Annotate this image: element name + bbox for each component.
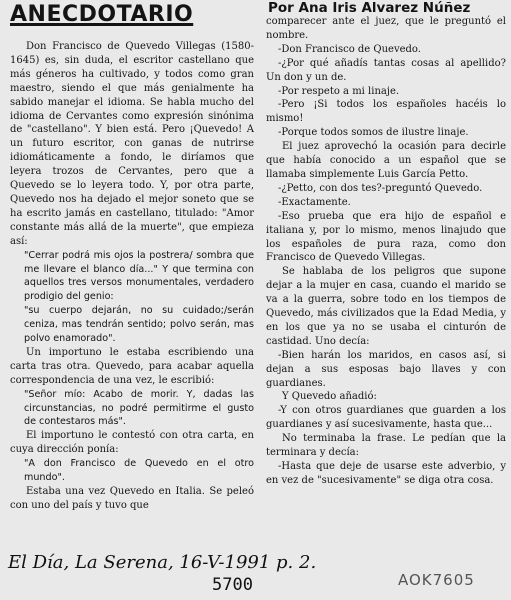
dialogue-line: -Exactamente.: [278, 196, 351, 208]
dialogue-line: -Pero ¡Si todos los españoles hacéis lo mismo!: [266, 99, 506, 125]
article-paragraph: Don Francisco de Quevedo Villegas (1580-1645) es, sin duda, el escritor castellano que más géneros ha cultivado, y todos como gran maestro, siendo el que más genialmente ha sabido manejar el idioma. Se habla mucho del idioma de Cervantes como expresión sinónima de "castellano". Y bien está. Pero ¡Quevedo! A un futuro escritor, con ganas de nutrirse idiomáticamente a fondo, le diríamos que leyera trozos de Cervantes, pero que a Quevedo se lo leyera todo. Y, por otra parte, Quevedo nos ha dejado el mejor soneto que se ha escrito jamás en castellano, titulado: "Amor constante más allá de la muerte", que empieza así:: [10, 41, 254, 247]
right-column: [266, 15, 506, 488]
dialogue-line: -Por respeto a mi linaje.: [278, 85, 400, 97]
dialogue-line: -Porque todos somos de ilustre linaje.: [278, 127, 469, 139]
article-paragraph: El importuno le contestó con otra carta, en cuya dirección ponía:: [10, 430, 254, 456]
dialogue-line: -Eso prueba que era hijo de español e italiana y, por lo mismo, menos linajudo que los españoles de pura raza, como don Francisco de Quevedo Villegas.: [266, 210, 506, 264]
article-paragraph: comparecer ante el juez, que le preguntó el nombre.: [266, 16, 506, 41]
handwritten-number: 5700: [212, 575, 253, 595]
article-paragraph: No terminaba la frase. Le pedían que la terminara y decía:: [266, 433, 506, 459]
article-paragraph: Y Quevedo añadió:: [282, 391, 377, 403]
dialogue-line: -¿Por qué añadís tantas cosas al apellido? Un don y un de.: [266, 57, 506, 83]
article-paragraph: Un importuno le estaba escribiendo una carta tras otra. Quevedo, para acabar aquella correspondencia de una vez, le escribió:: [10, 346, 254, 386]
quoted-letter: "Señor mío: Acabo de morir. Y, dadas las circunstancias, no podré permitirme el gusto de contestaros más".: [24, 388, 254, 428]
dialogue-line: -Don Francisco de Quevedo.: [278, 43, 421, 55]
column-title: ANECDOTARIO: [10, 2, 194, 27]
quoted-address: "A don Francisco de Quevedo en el otro mundo".: [24, 458, 254, 484]
dialogue-line: -Hasta que deje de usarse este adverbio, y en vez de "sucesivamente" se diga otra cosa.: [266, 461, 506, 486]
handwritten-citation: El Día, La Serena, 16-V-1991 p. 2.: [8, 552, 317, 573]
article-paragraph: El juez aprovechó la ocasión para decirle que había conocido a un español que se llamaba simplemente Luis García Petto.: [266, 141, 506, 180]
quoted-verse: "Cerrar podrá mis ojos la postrera/ sombra que me llevare el blanco día..." Y que termina con aquellos tres versos monumentales, verdadero prodigio del genio:: [24, 249, 254, 303]
archive-code: AOK7605: [398, 571, 475, 589]
article-paragraph: Estaba una vez Quevedo en Italia. Se peleó con uno del país y tuvo que: [10, 486, 254, 511]
quoted-verse: "su cuerpo dejarán, no su cuidado;/serán ceniza, mas tendrán sentido; polvo serán, mas polvo enamorado".: [24, 305, 254, 345]
dialogue-line: -Bien harán los maridos, en casos así, si dejan a sus esposas bajo llaves y con guardianes.: [266, 349, 506, 389]
dialogue-line: -¿Petto, con dos tes?-preguntó Quevedo.: [278, 182, 483, 194]
author-byline: Por Ana Iris Alvarez Núñez: [268, 0, 471, 16]
left-column: [10, 40, 254, 513]
article-paragraph: Se hablaba de los peligros que supone dejar a la mujer en casa, cuando el marido se va a la guerra, sobre todo en los tiempos de Quevedo, más civilizados que la Edad Media, y en los que ya no se usaba el cinturón de castidad. Uno decía:: [266, 266, 506, 347]
dialogue-line: -Y con otros guardianes que guarden a los guardianes y así sucesivamente, hasta que...: [266, 405, 506, 431]
